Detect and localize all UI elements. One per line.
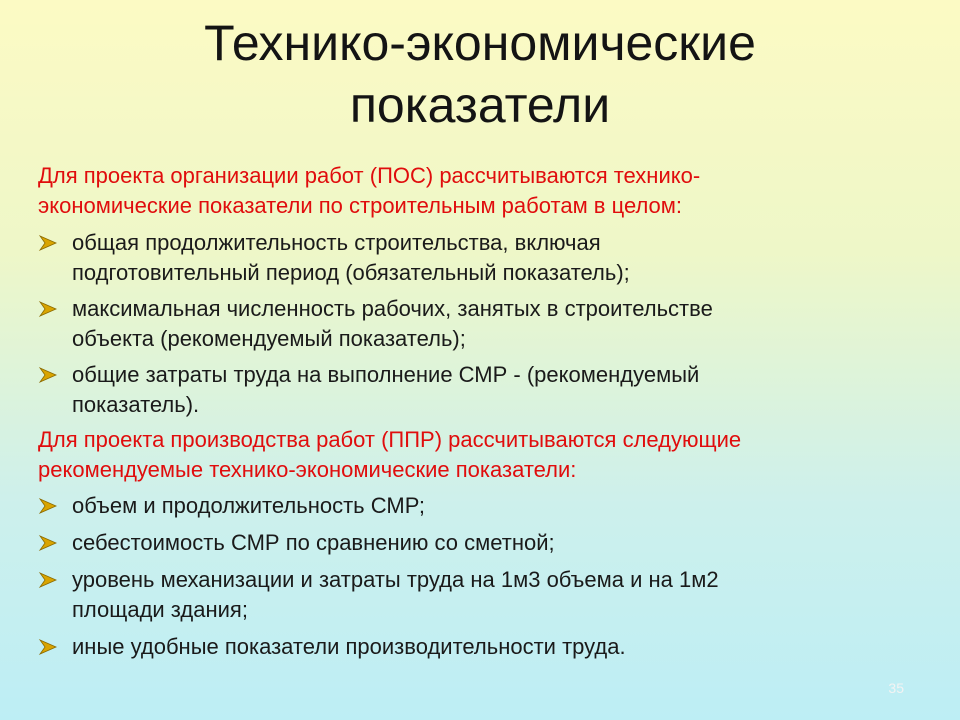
arrow-bullet-icon — [38, 571, 58, 589]
ppr-intro-line-2: рекомендуемые технико-экономические показатели: — [38, 457, 577, 482]
bullet-text-line: максимальная численность рабочих, занятых в строительстве — [72, 296, 713, 321]
bullet-text-line: общая продолжительность строительства, включая — [72, 230, 601, 255]
list-item — [38, 294, 918, 354]
list-item — [38, 565, 918, 625]
slide-title — [0, 12, 960, 136]
ppr-bullet-list — [38, 491, 918, 662]
arrow-bullet-icon — [38, 497, 58, 515]
bullet-text-line: иные удобные показатели производительности труда. — [72, 634, 626, 659]
pos-intro-line-1: Для проекта организации работ (ПОС) рассчитываются технико- — [38, 163, 701, 188]
pos-intro — [38, 161, 918, 221]
slide-number: 35 — [888, 680, 904, 696]
bullet-text-line: общие затраты труда на выполнение СМР - (рекомендуемый — [72, 362, 700, 387]
pos-bullet-list — [38, 228, 918, 420]
title-line-2: показатели — [349, 77, 611, 133]
list-item — [38, 491, 918, 521]
list-item — [38, 632, 918, 662]
bullet-text-line: объем и продолжительность СМР; — [72, 493, 425, 518]
bullet-text-line: площади здания; — [72, 597, 248, 622]
arrow-bullet-icon — [38, 234, 58, 252]
ppr-intro-line-1: Для проекта производства работ (ППР) рассчитываются следующие — [38, 427, 742, 452]
bullet-text-line: подготовительный период (обязательный показатель); — [72, 260, 630, 285]
arrow-bullet-icon — [38, 638, 58, 656]
title-line-1: Технико-экономические — [204, 15, 756, 71]
bullet-text-line: уровень механизации и затраты труда на 1м3 объема и на 1м2 — [72, 567, 719, 592]
arrow-bullet-icon — [38, 300, 58, 318]
pos-intro-line-2: экономические показатели по строительным работам в целом: — [38, 193, 683, 218]
slide-body — [38, 161, 918, 669]
list-item — [38, 528, 918, 558]
arrow-bullet-icon — [38, 366, 58, 384]
arrow-bullet-icon — [38, 534, 58, 552]
list-item — [38, 228, 918, 288]
bullet-text-line: объекта (рекомендуемый показатель); — [72, 326, 466, 351]
bullet-text-line: себестоимость СМР по сравнению со сметной; — [72, 530, 555, 555]
bullet-text-line: показатель). — [72, 392, 200, 417]
list-item — [38, 360, 918, 420]
ppr-intro — [38, 425, 918, 485]
